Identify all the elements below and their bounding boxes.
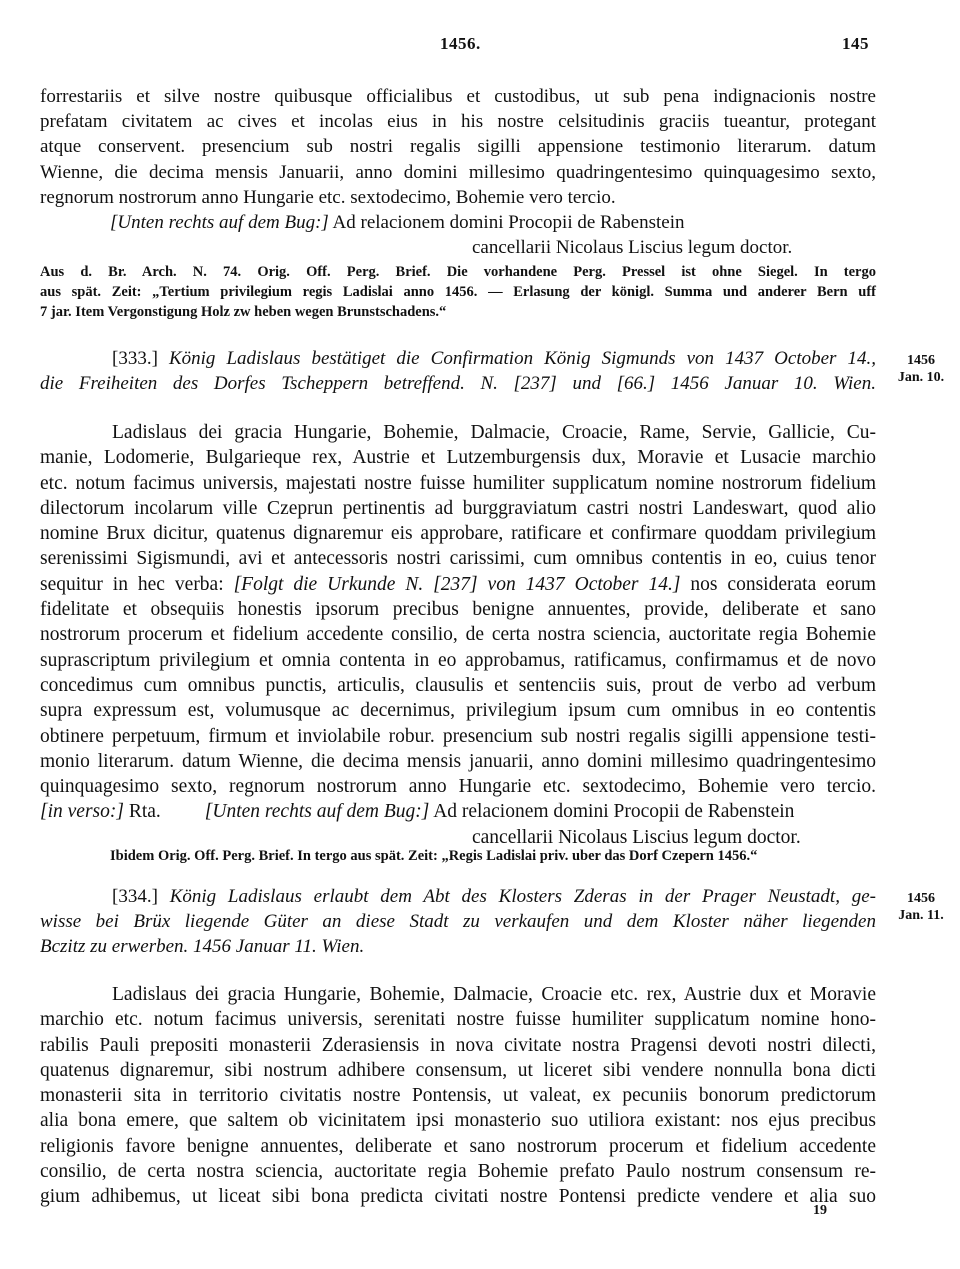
source-line: aus spät. Zeit: „Tertium privilegium regis Ladislai anno 1456. — Erlasung der königl. Summa und anderer Bern uff [40,284,876,300]
text-line: concedimus cum omnibus punctis, articulis, clausulis et sentenciis suis, prout de verbo ad verbum [40,674,876,696]
text-line: manie, Lodomerie, Bulgarieque rex, Austrie et Lutzemburgensis dux, Moravie et Lusacie marchio [40,447,876,469]
doc333-body [40,420,876,850]
intro-paragraph [40,84,876,260]
doc334-heading-line3: Bczitz zu erwerben. 1456 Januar 11. Wien. [40,936,365,958]
text-line: Ladislaus dei gracia Hungarie, Bohemie, Dalmacie, Croacie, Rame, Servie, Gallicie, Cu- [112,422,876,443]
text-line: regnorum nostrorum anno Hungarie etc. sextodecimo, Bohemie vero tercio. [40,186,616,208]
text-line-with-insertion: sequitur in hec verba: [Folgt die Urkunde N. [237] von 1437 October 14.] nos considerata eorum [40,573,876,595]
doc333-source-note [40,846,876,866]
chancery-note-text: Ad relacionem domini Procopii de Rabenstein [332,212,685,234]
text-line: consilio, de certa nostra sciencia, auctoritate regia Bohemie prefato Paulo nostrum consensum re- [40,1161,876,1183]
text-line: suprascriptum privilegium et omnia contenta in eo approbamus, ratificamus, confirmamus et de novo [40,649,876,671]
intro-source-note [40,262,876,322]
verso-and-chancery-note: [in verso:] Rta. [Unten rechts auf dem Bug:] Ad relacionem domini Procopii de Rabenstein [40,801,795,823]
text-line: monio literarum. datum Wienne, die decima mensis januarii, anno domini millesimo quadringentesimo [40,750,876,772]
source-line: Ibidem Orig. Off. Perg. Brief. In tergo aus spät. Zeit: „Regis Ladislai priv. uber das Dorf Czepern 1456.“ [110,848,758,864]
text-line: Ladislaus dei gracia Hungarie, Bohemie, Dalmacie, Croacie etc. rex, Austrie dux et Moravie [112,984,876,1005]
doc334-heading-line2: wisse bei Brüx liegende Güter an diese Stadt zu verkaufen und dem Kloster näher liegenden [40,911,876,933]
text-line: atque conservent. presencium sub nostri regalis sigilli appensione testimonio literarum. datum [40,136,876,158]
doc334-heading-line1: [334.] König Ladislaus erlaubt dem Abt des Klosters Zderas in der Prager Neustadt, ge- [112,886,876,907]
text-line: etc. notum facimus universis, majestati nostre fuisse humiliter supplicatum nomine nostrorum fidelium [40,472,876,494]
text-line: nostrorum procerum et fidelium accedente consilio, de certa nostra sciencia, auctoritate regia Bohemie [40,624,876,646]
source-line: Aus d. Br. Arch. N. 74. Orig. Off. Perg. Brief. Die vorhandene Perg. Pressel ist ohne Siegel. In tergo [40,264,876,280]
text-line: fidelitate et obsequiis honestis ipsorum precibus benigne annuentes, provide, deliberate et sano [40,599,876,621]
source-line: 7 jar. Item Vergonstigung Holz zw heben wegen Brunstschadens.“ [40,304,447,320]
doc333-heading-line2: die Freiheiten des Dorfes Tscheppern betreffend. N. [237] und [66.] 1456 Januar 10. Wien. [40,373,876,395]
text-line: dilectorum incolarum ville Czeprun pertinentis ad burggraviatum castri nostri Landeswart, quod alio [40,497,876,519]
doc334-number: [334.] [112,886,158,907]
chancery-note-line2: cancellarii Nicolaus Liscius legum doctor. [472,826,801,848]
text-line: quatenus dignaremur, sibi nostrum adhibere consensum, ut liceret sibi vendere nonnulla bona dicti [40,1059,876,1081]
text-line: marchio etc. notum facimus universis, serenitati nostre fuisse humiliter supplicatum nomine hono- [40,1009,876,1031]
doc333-number: [333.] [112,348,158,369]
text-line: serenissimi Sigismundi, avi et antecessoris nostri carissimi, cum omnibus contentis in eo, cuius tenor [40,548,876,570]
doc334-margin-date: 1456 Jan. 11. [898,891,944,923]
text-line: rabilis Pauli prepositi monasterii Zderasiensis in nova civitate nostra Pragensi devoti nostri dilecti, [40,1034,876,1056]
doc333-heading-line1: [333.] König Ladislaus bestätiget die Confirmation König Sigmunds von 1437 October 14., [112,348,876,369]
signature-mark: 19 [813,1203,827,1218]
text-line: alia bona emere, que saltem ob vicinitatem ipsi monasterio suo utiliora existant: nos ejus precibus [40,1110,876,1132]
text-line: gium adhibemus, ut liceat sibi bona predicta civitati nostre Pontensi predicte vendere et alia suo [40,1186,876,1208]
text-line: quinquagesimo sexto, regnorum nostrorum anno Hungarie etc. sextodecimo, Bohemie vero tercio. [40,776,876,798]
chancery-note-italic: [Unten rechts auf dem Bug:] [110,212,329,234]
doc334-heading [40,884,876,960]
doc333-margin-date: 1456 Jan. 10. [897,353,945,385]
text-line: obtinere perpetuum, firmum et inviolabile robur. presencium sub nostri regalis sigilli appensione testi- [40,725,876,747]
doc333-heading [40,346,876,396]
chancery-note [40,210,876,235]
inserted-document-reference: [Folgt die Urkunde N. [237] von 1437 October 14.] [233,573,681,595]
text-line: forrestariis et silve nostre quibusque officialibus et custodibus, ut sub pena indignacionis nostre [40,86,876,107]
doc334-body [40,982,876,1210]
text-line: nomine Brux dicitur, quatenus dignaremur eis approbare, ratificare et confirmare quoddam privilegium [40,523,876,545]
running-header-year: 1456. [440,34,481,53]
text-line: prefatam civitatem ac cives et incolas eius in his nostre celsitudinis graciis tueantur, protegant [40,111,876,133]
text-line: religionis favore benigne annuentes, deliberate et sano nostrorum procerum et fidelium accedente [40,1135,876,1157]
text-line: Wienne, die decima mensis Januarii, anno domini millesimo quadringentesimo quinquagesimo sexto, [40,161,876,183]
text-line: supra expressum est, volumusque ac decernimus, privilegium ipsum cum omnibus in eo contentis [40,700,876,722]
page-number: 145 [842,34,869,53]
chancery-note-line2: cancellarii Nicolaus Liscius legum doctor. [472,237,793,259]
text-line: monasterii sita in territorio civitatis nostre Pontensis, ut valeat, ex pecuniis bonorum predictorum [40,1085,876,1107]
